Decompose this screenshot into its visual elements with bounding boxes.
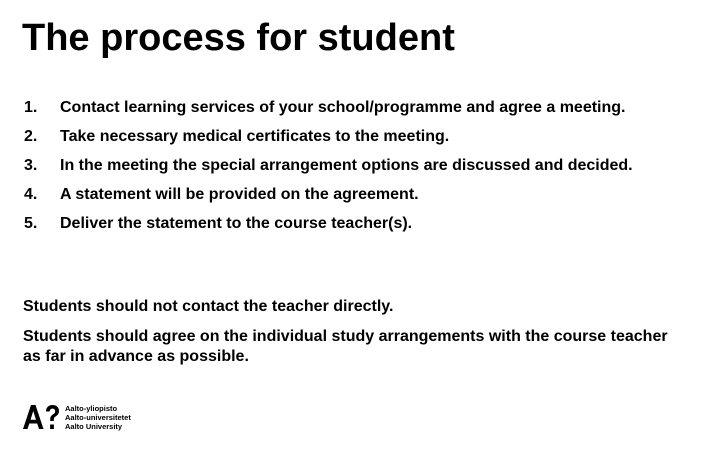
step-text: In the meeting the special arrangement options are discussed and decided.	[60, 157, 633, 174]
note-agree-in-advance: Students should agree on the individual study arrangements with the course teacher as far in advance as possible.	[23, 328, 668, 365]
list-item	[24, 185, 704, 205]
aalto-logo-text	[65, 404, 185, 431]
logo-line-fi: Aalto-yliopisto	[65, 404, 118, 413]
step-text: Deliver the statement to the course teacher(s).	[60, 215, 413, 232]
list-item	[24, 214, 704, 234]
list-item	[24, 156, 704, 176]
step-number: 2.	[24, 128, 38, 145]
list-item	[24, 127, 704, 147]
page-title: The process for student	[22, 17, 455, 59]
step-number: 5.	[24, 215, 38, 232]
step-number: 3.	[24, 157, 38, 174]
process-steps-list	[24, 98, 704, 243]
step-number: 1.	[24, 99, 38, 116]
aalto-logo-icon	[22, 403, 60, 431]
logo-line-sv: Aalto-universitetet	[65, 413, 131, 422]
list-item	[24, 98, 704, 118]
step-text: A statement will be provided on the agreement.	[60, 186, 419, 203]
logo-line-en: Aalto University	[65, 422, 123, 431]
step-text: Take necessary medical certificates to the meeting.	[60, 128, 450, 145]
step-text: Contact learning services of your school/programme and agree a meeting.	[60, 99, 626, 116]
note-no-direct-contact: Students should not contact the teacher directly.	[23, 298, 394, 315]
notes-section	[23, 297, 703, 377]
step-number: 4.	[24, 186, 38, 203]
